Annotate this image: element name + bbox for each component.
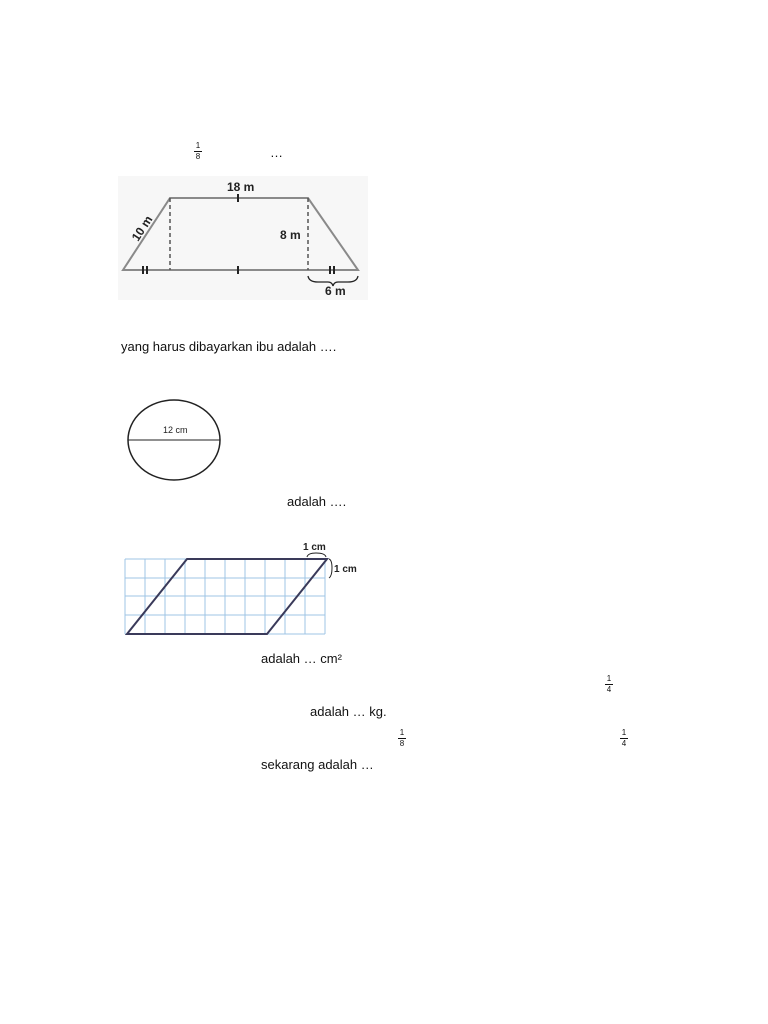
- trapezoid-figure: [118, 176, 368, 300]
- top-base-label: 18 m: [227, 180, 255, 194]
- fraction-one-eighth-q5: 1 8: [399, 728, 405, 748]
- q2-tail-text: adalah ….: [287, 494, 347, 509]
- bottom-right-label: 6 m: [325, 284, 346, 298]
- fraction-one-quarter: 1 4: [606, 674, 612, 694]
- q5-tail-text: sekarang adalah …: [261, 757, 374, 772]
- grid-lines: [125, 559, 325, 634]
- fraction-one-eighth: 1 8: [195, 141, 201, 161]
- circle-figure: [124, 398, 226, 486]
- slant-side-label: 10 m: [128, 213, 156, 244]
- parallelogram-grid-figure: [122, 540, 366, 640]
- q1-ellipsis: …: [270, 145, 283, 160]
- diameter-label: 12 cm: [163, 425, 188, 435]
- unit-height-label: 1 cm: [334, 564, 357, 575]
- q3-tail-text: adalah … cm²: [261, 651, 342, 666]
- q1-tail-text: yang harus dibayarkan ibu adalah ….: [121, 339, 337, 354]
- unit-width-label: 1 cm: [303, 542, 326, 553]
- q4-tail-text: adalah … kg.: [310, 704, 387, 719]
- height-label: 8 m: [280, 228, 301, 242]
- fraction-one-quarter-q5: 1 4: [621, 728, 627, 748]
